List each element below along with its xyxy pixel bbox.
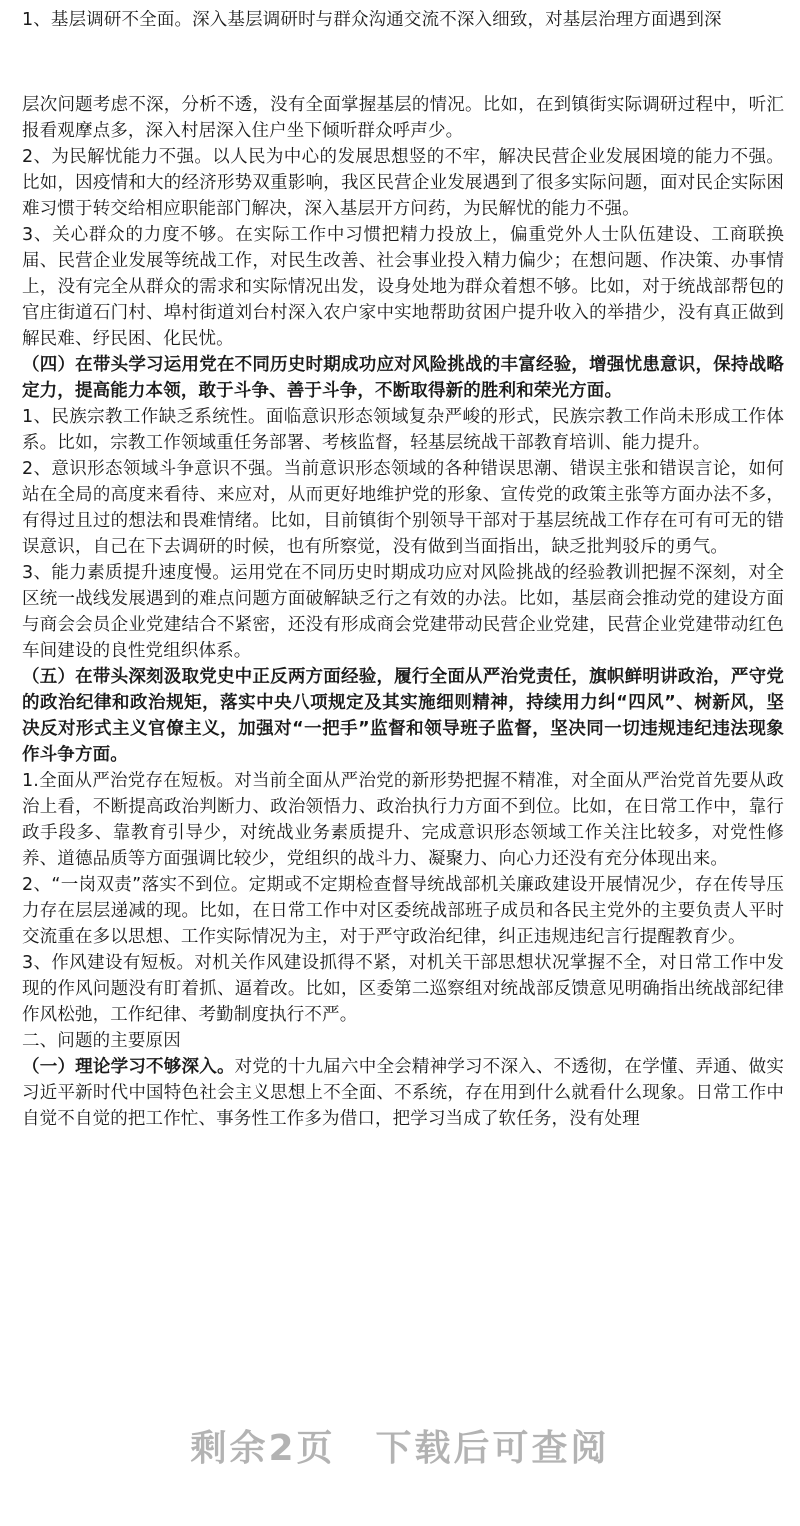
paragraph: 2、“一岗双责”落实不到位。定期或不定期检查督导统战部机关廉政建设开展情况少，存在传导压力存在层层递减的现。比如，在日常工作中对区委统战部班子成员和各民主党外的主要负责人平时交流重在多以思想、工作实际情况为主，对于严守政治纪律，纠正违规违纪言行提醒教育少。 bbox=[22, 875, 784, 947]
paragraph: 3、关心群众的力度不够。在实际工作中习惯把精力投放上，偏重党外人士队伍建设、工商联换届、民营企业发展等统战工作，对民生改善、社会事业投入精力偏少；在想问题、作决策、办事情上，没有完全从群众的需求和实际情况出发，设身处地为群众着想不够。比如，对于统战部帮包的官庄街道石门村、埠村街道刘台村深入农户家中实地帮助贫困户提升收入的举措少，没有真正做到解民难、纾民困、化民忧。 bbox=[22, 225, 784, 349]
section-heading: （四）在带头学习运用党在不同历史时期成功应对风险挑战的丰富经验，增强忧患意识，保持战略定力，提高能力本领，敢于斗争、善于斗争，不断取得新的胜利和荣光方面。 bbox=[22, 355, 784, 401]
paragraph-first: 1、基层调研不全面。深入基层调研时与群众沟通交流不深入细致，对基层治理方面遇到深 bbox=[22, 10, 722, 30]
section-title: 二、问题的主要原因 bbox=[22, 1031, 181, 1051]
paragraph: 2、为民解忧能力不强。以人民为中心的发展思想竖的不牢，解决民营企业发展困境的能力不强。比如，因疫情和大的经济形势双重影响，我区民营企业发展遇到了很多实际问题，面对民企实际困难习惯于转交给相应职能部门解决，深入基层开方问药，为民解忧的能力不强。 bbox=[22, 147, 784, 219]
download-to-view-label: 下载后可查阅 bbox=[375, 1428, 610, 1469]
paragraph-list bbox=[22, 92, 784, 1132]
paragraph: 层次问题考虑不深，分析不透，没有全面掌握基层的情况。比如，在到镇街实际调研过程中，听汇报看观摩点多，深入村居深入住户坐下倾听群众呼声少。 bbox=[22, 95, 784, 141]
remaining-pages-label: 剩余2页 bbox=[190, 1428, 336, 1469]
paragraph: 2、意识形态领域斗争意识不强。当前意识形态领域的各种错误思潮、错误主张和错误言论，如何站在全局的高度来看待、来应对，从而更好地维护党的形象、宣传党的政策主张等方面办法不多，有得过且过的想法和畏难情绪。比如，目前镇街个别领导干部对于基层统战工作存在可有可无的错误意识，自己在下去调研的时候，也有所察觉，没有做到当面指出，缺乏批判驳斥的勇气。 bbox=[22, 459, 784, 557]
paragraph-lead: （一）理论学习不够深入。 bbox=[22, 1057, 235, 1077]
paragraph-last bbox=[22, 1054, 784, 1132]
paragraph: 3、能力素质提升速度慢。运用党在不同历史时期成功应对风险挑战的经验教训把握不深刻，对全区统一战线发展遇到的难点问题方面破解缺乏行之有效的办法。比如，基层商会推动党的建设方面与商会会员企业党建结合不紧密，还没有形成商会党建带动民营企业党建，民营企业党建带动红色车间建设的良性党组织体系。 bbox=[22, 563, 784, 661]
paragraph: 3、作风建设有短板。对机关作风建设抓得不紧，对机关干部思想状况掌握不全，对日常工作中发现的作风问题没有盯着抓、逼着改。比如，区委第二巡察组对统战部反馈意见明确指出统战部纪律作风松弛，工作纪律、考勤制度执行不严。 bbox=[22, 953, 784, 1025]
paragraph-text: 对党的十九届六中全会精神学习不深入、不透彻，在学懂、弄通、做实习近平新时代中国特色社会主义思想上不全面、不系统，存在用到什么就看什么现象。日常工作中自觉不自觉的把工作忙、事务性工作多为借口，把学习当成了软任务，没有处理 bbox=[22, 1057, 784, 1129]
section-heading: （五）在带头深刻汲取党史中正反两方面经验，履行全面从严治党责任，旗帜鲜明讲政治，严守党的政治纪律和政治规矩，落实中央八项规定及其实施细则精神，持续用力纠“四风”、树新风，坚决反对形式主义官僚主义，加强对“一把手”监督和领导班子监督，坚决同一切违规违纪违法现象作斗争方面。 bbox=[22, 667, 784, 765]
paragraph: 1.全面从严治党存在短板。对当前全面从严治党的新形势把握不精准，对全面从严治党首先要从政治上看，不断提高政治判断力、政治领悟力、政治执行力方面不到位。比如，在日常工作中，靠行政手段多、靠教育引导少，对统战业务素质提升、完成意识形态领域工作关注比较多，对党性修养、道德品质等方面强调比较少，党组织的战斗力、凝聚力、向心力还没有充分体现出来。 bbox=[22, 771, 784, 869]
remaining-pages-banner[interactable] bbox=[0, 1420, 800, 1471]
paragraph: 1、民族宗教工作缺乏系统性。面临意识形态领域复杂严峻的形式，民族宗教工作尚未形成工作体系。比如，宗教工作领域重任务部署、考核监督，轻基层统战干部教育培训、能力提升。 bbox=[22, 407, 784, 453]
